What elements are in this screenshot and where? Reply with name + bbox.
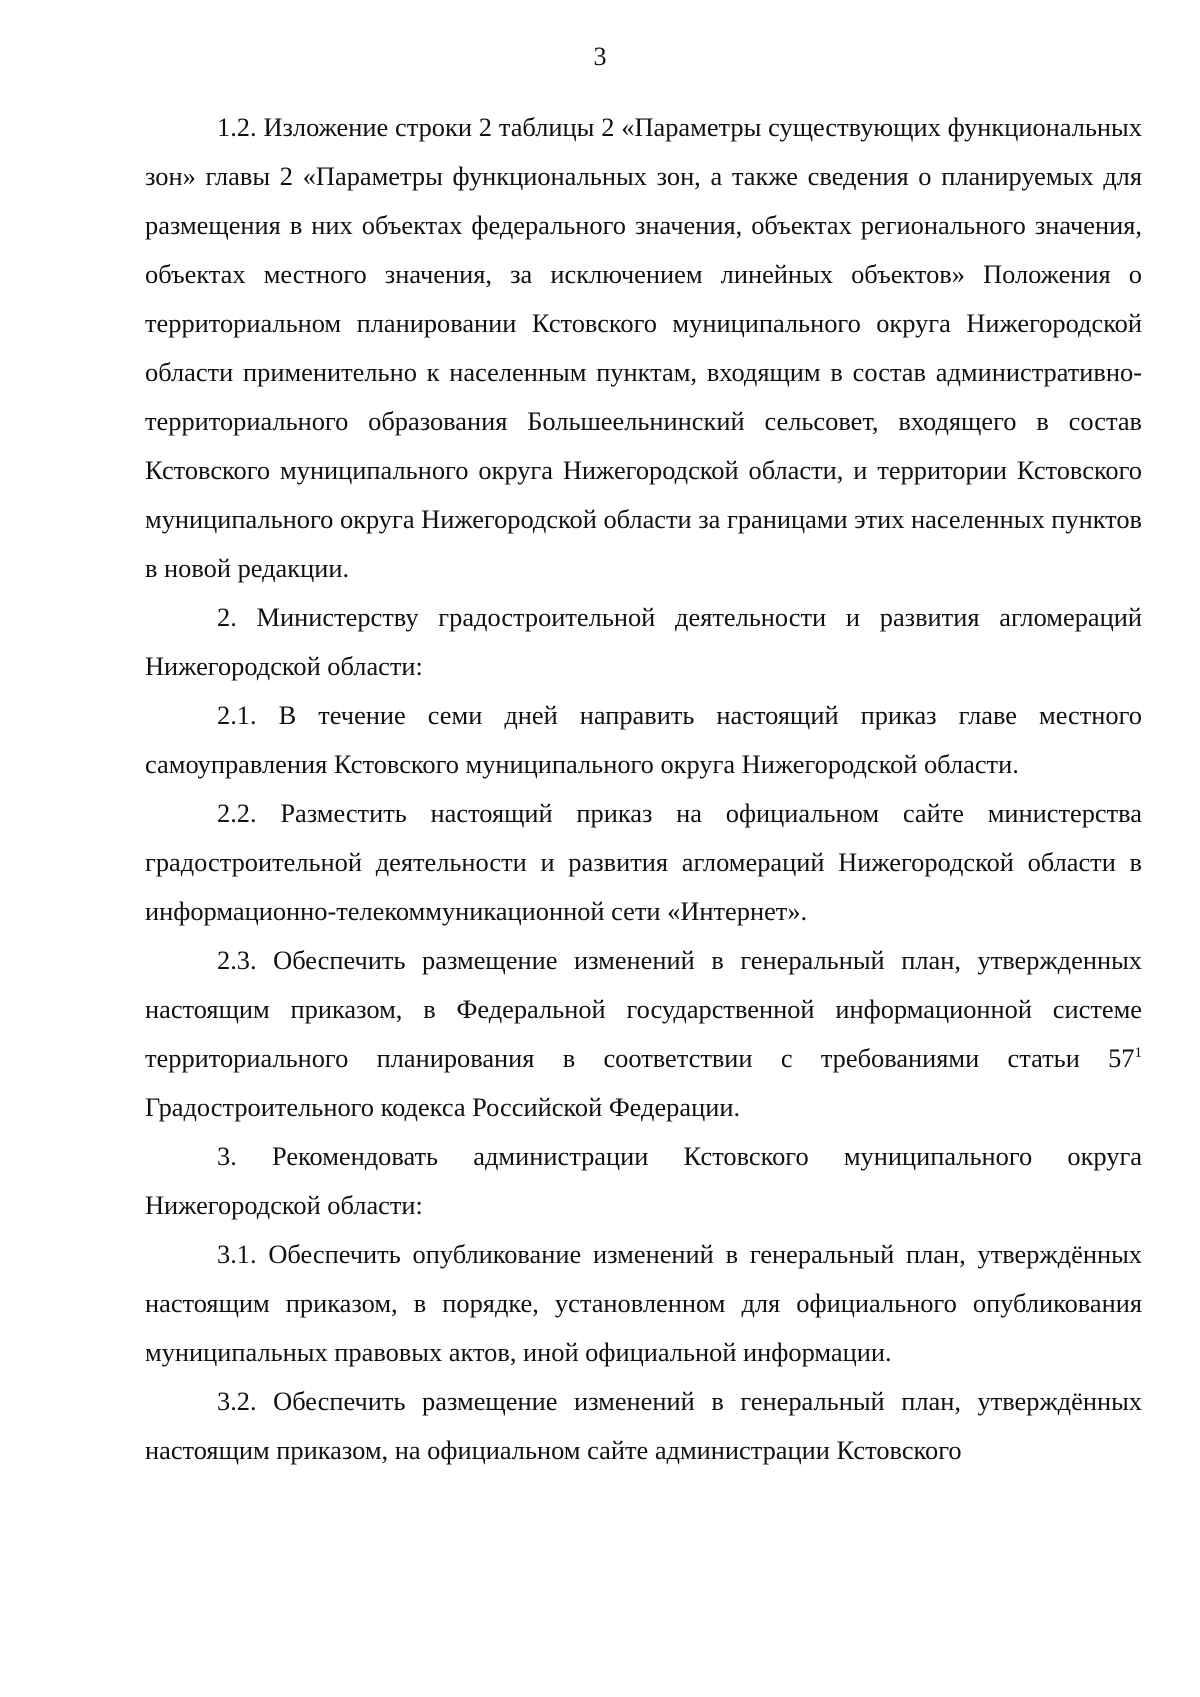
paragraph-3: 3. Рекомендовать администрации Кстовского муниципального округа Нижегородской области: — [145, 1141, 1142, 1220]
paragraph-2-3 — [145, 936, 1142, 1132]
paragraph-3-2: 3.2. Обеспечить размещение изменений в генеральный план, утверждённых настоящим приказом, на официальном сайте администрации Кстовского — [145, 1386, 1142, 1465]
superscript-marker: 1 — [1134, 1045, 1142, 1062]
paragraph-3-1: 3.1. Обеспечить опубликование изменений в генеральный план, утверждённых настоящим приказом, в порядке, установленном для официального опубликования муниципальных правовых актов, иной официальной информации. — [145, 1239, 1142, 1367]
paragraph-1-2: 1.2. Изложение строки 2 таблицы 2 «Параметры существующих функциональных зон» главы 2 «Параметры функциональных зон, а также сведения о планируемых для размещения в них объектах федерального значения, объектах регионального значения, объектах местного значения, за исключением линейных объектов» Положения о территориальном планировании Кстовского муниципального округа Нижегородской области применительно к населенным пунктам, входящим в состав административно-территориального образования Большеельнинский сельсовет, входящего в состав Кстовского муниципального округа Нижегородской области, и территории Кстовского муниципального округа Нижегородской области за границами этих населенных пунктов в новой редакции. — [145, 112, 1143, 583]
paragraph-2-3-text-end: Градостроительного кодекса Российской Федерации. — [145, 1092, 741, 1122]
paragraph-2-3-text: 2.3. Обеспечить размещение изменений в генеральный план, утвержденных настоящим приказом, в Федеральной государственной информационной системе территориального планирования в соответствии с требованиями статьи 57 — [145, 945, 1142, 1073]
paragraph-2-1: 2.1. В течение семи дней направить настоящий приказ главе местного самоуправления Кстовского муниципального округа Нижегородской области. — [145, 700, 1142, 779]
document-body — [145, 103, 1142, 1475]
page-number: 3 — [593, 42, 607, 71]
paragraph-2: 2. Министерству градостроительной деятельности и развития агломераций Нижегородской области: — [145, 602, 1142, 681]
paragraph-2-2: 2.2. Разместить настоящий приказ на официальном сайте министерства градостроительной деятельности и развития агломераций Нижегородской области в информационно-телекоммуникационной сети «Интернет». — [145, 798, 1142, 926]
